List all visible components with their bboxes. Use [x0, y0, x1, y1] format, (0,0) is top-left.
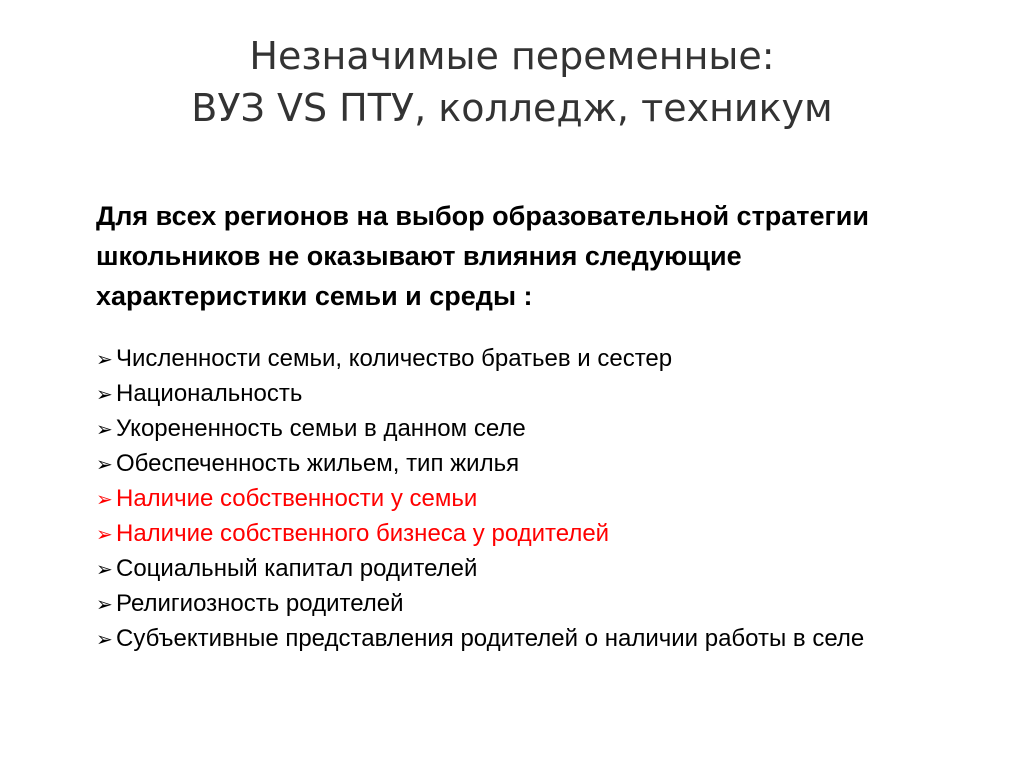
- arrow-bullet-icon: ➢: [96, 489, 113, 511]
- list-item-text: Обеспеченность жильем, тип жилья: [116, 450, 520, 477]
- arrow-bullet-icon: ➢: [96, 384, 113, 406]
- bullet-list: [96, 342, 946, 657]
- slide-title: [0, 30, 1024, 134]
- list-item-highlighted: [96, 517, 946, 552]
- list-item-text: Наличие собственного бизнеса у родителей: [116, 520, 610, 547]
- slide-body: [96, 196, 946, 657]
- arrow-bullet-icon: ➢: [96, 559, 113, 581]
- list-item: [96, 412, 946, 447]
- list-item: [96, 342, 946, 377]
- list-item: [96, 447, 946, 482]
- list-item-text: Религиозность родителей: [116, 590, 404, 617]
- list-item: [96, 377, 946, 412]
- list-item-text: Субъективные представления родителей о наличии работы в селе: [116, 625, 865, 652]
- list-item-highlighted: [96, 482, 946, 517]
- list-item-text: Наличие собственности у семьи: [116, 485, 478, 512]
- list-item-text: Численности семьи, количество братьев и сестер: [116, 345, 673, 372]
- arrow-bullet-icon: ➢: [96, 594, 113, 616]
- slide-title-line-1: Незначимые переменные:: [249, 34, 775, 78]
- list-item-text: Социальный капитал родителей: [116, 555, 478, 582]
- list-item: [96, 552, 946, 587]
- list-item: [96, 587, 946, 622]
- list-item-text: Национальность: [116, 380, 303, 407]
- list-item-text: Укорененность семьи в данном селе: [116, 415, 526, 442]
- list-item: [96, 622, 946, 657]
- arrow-bullet-icon: ➢: [96, 419, 113, 441]
- arrow-bullet-icon: ➢: [96, 524, 113, 546]
- arrow-bullet-icon: ➢: [96, 629, 113, 651]
- arrow-bullet-icon: ➢: [96, 349, 113, 371]
- slide-title-line-2: ВУЗ VS ПТУ, колледж, техникум: [191, 86, 833, 130]
- intro-text: Для всех регионов на выбор образовательной стратегии школьников не оказывают влияния следующие характеристики семьи и среды :: [96, 201, 869, 311]
- arrow-bullet-icon: ➢: [96, 454, 113, 476]
